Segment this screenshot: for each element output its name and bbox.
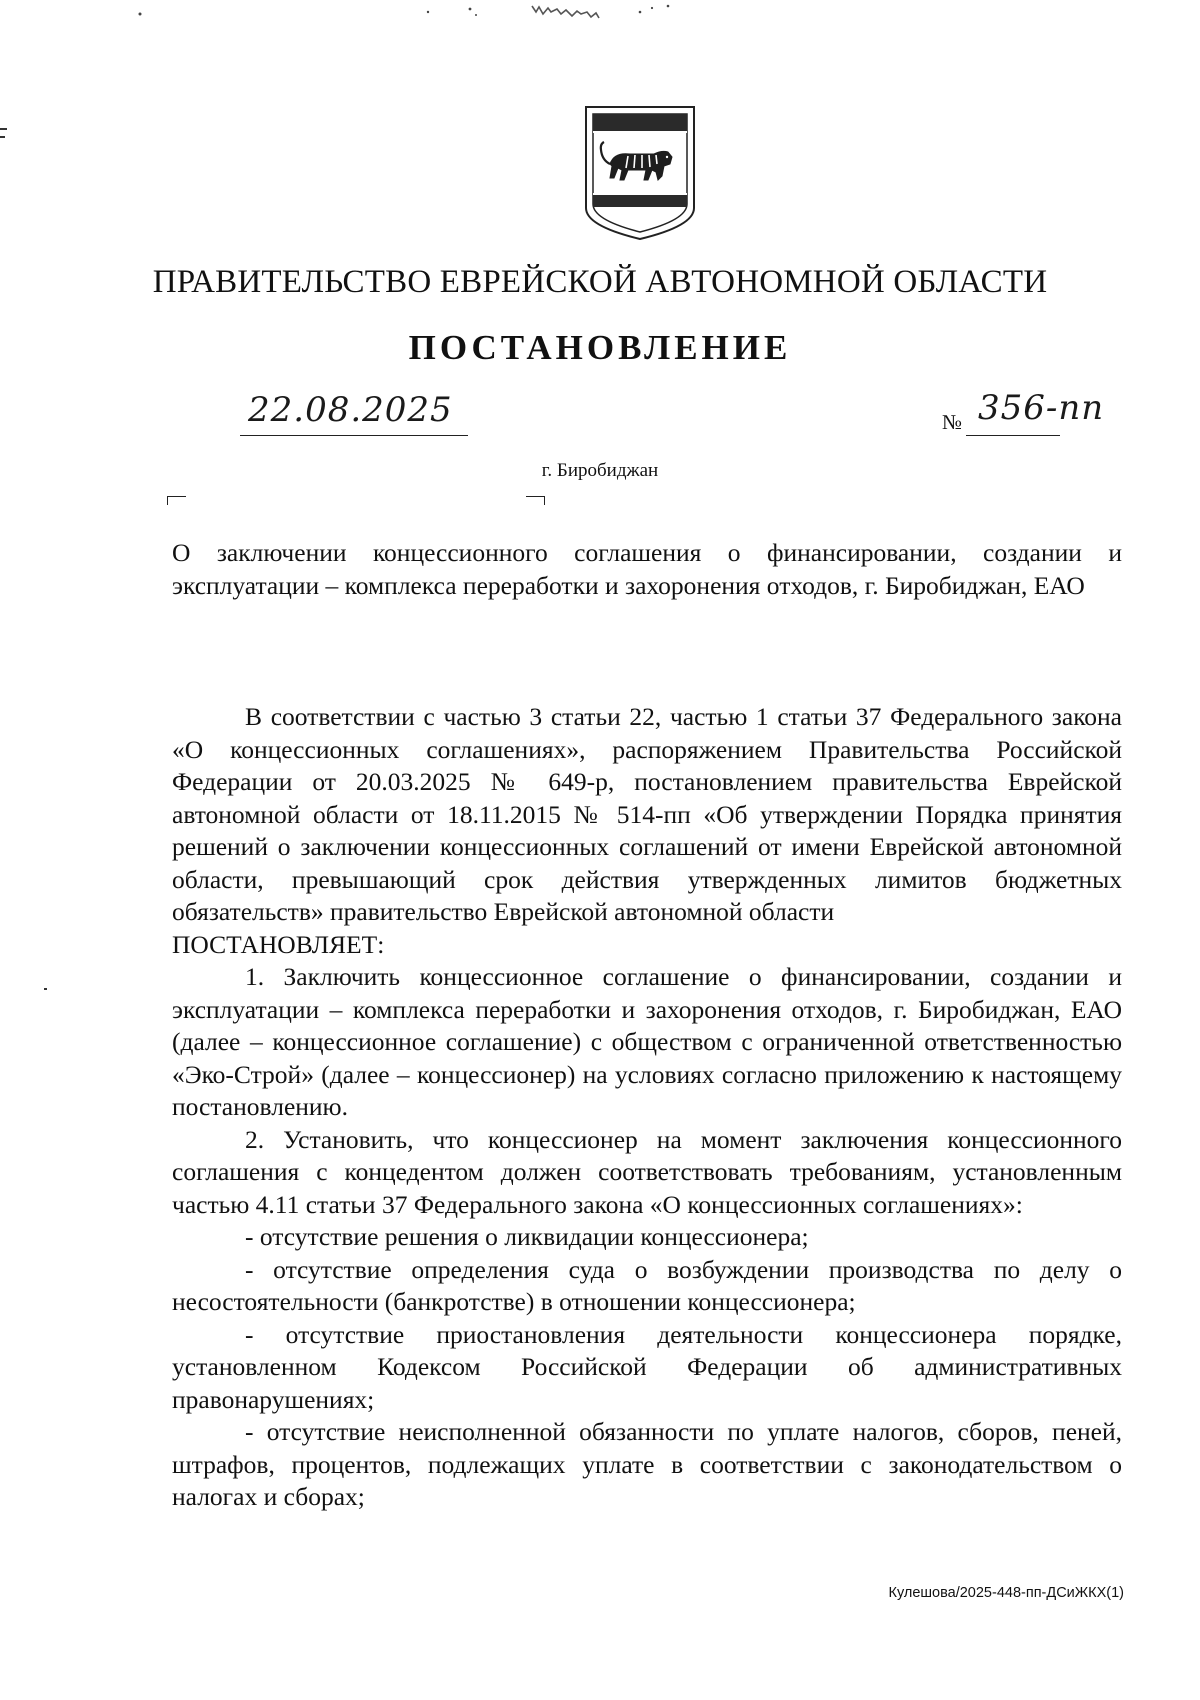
scan-noise bbox=[0, 0, 1200, 40]
requirement-bullet: - отсутствие приостановления деятельности концессионера порядке, установленном Кодексом Российской Федерации об административных правонарушениях; bbox=[172, 1319, 1122, 1414]
subject-bracket-left bbox=[167, 496, 186, 505]
coat-of-arms-tiger-icon bbox=[582, 104, 698, 242]
date-underline bbox=[240, 435, 468, 436]
document-number-field bbox=[942, 388, 1105, 436]
document-date-field bbox=[240, 392, 468, 436]
number-sign: № bbox=[942, 410, 963, 434]
requirement-bullet: - отсутствие определения суда о возбуждении производства по делу о несостоятельности (банкротстве) в отношении концессионера; bbox=[172, 1254, 1122, 1316]
scan-edge-mark bbox=[0, 128, 7, 130]
decree-word: ПОСТАНОВЛЯЕТ: bbox=[172, 929, 385, 959]
subject-bracket-right bbox=[526, 496, 545, 505]
handwritten-date: 22.08.2025 bbox=[248, 390, 453, 430]
item-2-paragraph: 2. Установить, что концессионер на момент заключения концессионного соглашения с концедентом должен соответствовать требованиям, установленным частью 4.11 статьи 37 Федерального закона «О концессионных соглашениях»: bbox=[172, 1124, 1122, 1219]
document-subject: О заключении концессионного соглашения о финансировании, создании и эксплуатации – комплекса переработки и захоронения отходов, г. Биробиджан, ЕАО bbox=[172, 538, 1122, 600]
number-underline bbox=[966, 435, 1060, 436]
requirement-bullet: - отсутствие неисполненной обязанности по уплате налогов, сборов, пеней, штрафов, процентов, подлежащих уплате в соответствии с законодательством о налогах и сборах; bbox=[172, 1417, 1122, 1511]
item-1-paragraph: 1. Заключить концессионное соглашение о финансировании, создании и эксплуатации – комплекса переработки и захоронения отходов, г. Биробиджан, ЕАО (далее – концессионное соглашение) с обществом с ограниченной ответственностью «Эко-Строй» (далее – концессионер) на условиях согласно приложению к настоящему постановлению. bbox=[172, 962, 1122, 1121]
scan-edge-mark bbox=[0, 136, 5, 138]
handwritten-number: 356-пп bbox=[978, 388, 1105, 428]
organization-title: ПРАВИТЕЛЬСТВО ЕВРЕЙСКОЙ АВТОНОМНОЙ ОБЛАСТИ bbox=[152, 264, 1048, 300]
preamble-paragraph: В соответствии с частью 3 статьи 22, частью 1 статьи 37 Федерального закона «О концессионных соглашениях», распоряжением Правительства Российской Федерации от 20.03.2025 № 649-р, постановлением правительства Еврейской автономной области от 18.11.2015 № 514-пп «Об утверждении Порядка принятия решений о заключении концессионных соглашений от имени Еврейской автономной области, превышающий срок действия утвержденных лимитов бюджетных обязательств» правительство Еврейской автономной области bbox=[172, 702, 1122, 926]
footer-document-code: Кулешова/2025-448-пп-ДСиЖКХ(1) bbox=[888, 1585, 1124, 1601]
document-body bbox=[172, 701, 1122, 1514]
scan-edge-mark bbox=[44, 988, 47, 990]
requirement-bullet: - отсутствие решения о ликвидации концессионера; bbox=[245, 1222, 809, 1251]
document-type-title: ПОСТАНОВЛЕНИЕ bbox=[408, 328, 792, 367]
city-label: г. Биробиджан bbox=[541, 460, 659, 481]
